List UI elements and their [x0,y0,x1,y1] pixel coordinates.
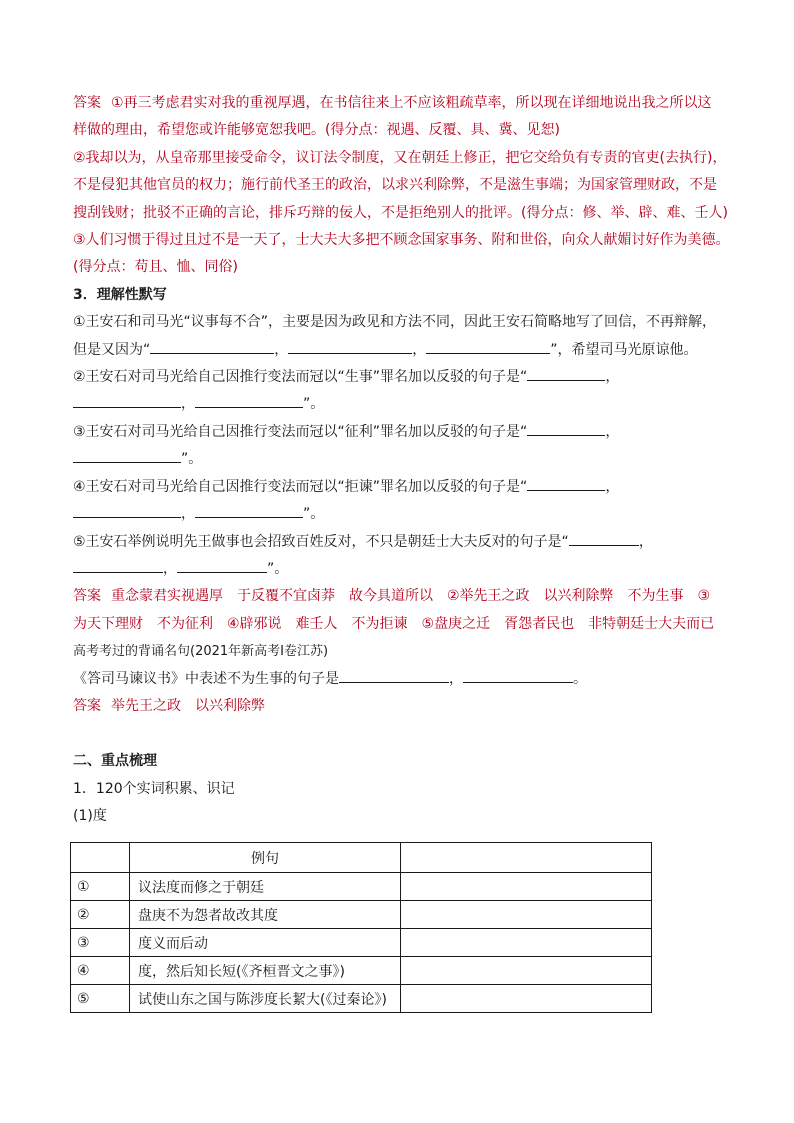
item-heading: (1)度 [73,808,107,825]
fill-blank[interactable] [177,557,267,573]
question-line [73,391,733,418]
question-text: ③王安石对司马光给自己因推行变法而冠以“征利”罪名加以反驳的句子是“ [73,423,528,440]
answer-cell[interactable] [401,957,652,985]
question-text: 但是又因为“ [73,341,151,358]
question-text: ④王安石对司马光给自己因推行变法而冠以“拒谏”罪名加以反驳的句子是“ [73,478,528,495]
question-line [73,364,733,391]
question-text: ， [274,341,289,358]
answer-text: 举先王之政 以兴利除弊 [111,697,265,714]
answer-line: 不是侵犯其他官员的权力；施行前代圣王的政治，以求兴利除弊，不是滋生事端；为国家管理财政，不是 [73,177,717,194]
question-text: ， [449,670,463,687]
question-text: 《答司马谏议书》中表述不为生事的句子是 [73,670,339,687]
table-row [71,901,652,929]
gaokao-title: 高考考过的背诵名句(2021年新高考Ⅰ卷江苏) [73,644,329,660]
question-text: ②王安石对司马光给自己因推行变法而冠以“生事”罪名加以反驳的句子是“ [73,369,528,386]
answer-cell[interactable] [401,901,652,929]
question-text: ， [181,396,195,413]
example-sentence: 盘庚不为怨者故改其度 [130,901,401,929]
answer-line: ②我却以为，从皇帝那里接受命令，议订法令制度，又在朝廷上修正，把它交给负有专责的官吏(去执行)， [73,149,727,166]
fill-blank[interactable] [195,392,303,408]
answer-line: ③人们习惯于得过且过不是一天了，士大夫大多把不顾念国家事务、附和世俗，向众人献媚讨好作为美德。 [73,232,730,249]
table-header-cell [401,843,652,873]
row-number: ① [71,873,130,901]
question-text: ”。 [303,396,325,413]
fill-blank[interactable] [527,475,605,491]
answer-text: ①再三考虑君实对我的重视厚遇，在书信往来上不应该粗疏草率，所以现在详细地说出我之所以这 [111,95,712,111]
question-text: 。 [573,670,587,687]
table-header-cell: 例句 [130,843,401,873]
row-number: ⑤ [71,985,130,1013]
section-heading: 二、重点梳理 [73,753,157,770]
answer-cell[interactable] [401,929,652,957]
question-text: ， [605,423,620,440]
table-row [71,873,652,901]
answer-line: 搜刮钱财；批驳不正确的言论，排斥巧辩的佞人，不是拒绝别人的批评。(得分点：修、举、辟、难、壬人) [73,204,728,221]
fill-blank[interactable] [73,557,163,573]
question-text: ， [181,506,195,523]
fill-blank[interactable] [463,667,573,683]
fill-blank[interactable] [195,502,303,518]
question-text: ， [163,560,177,577]
question-text: ”。 [303,506,325,523]
question-line [73,556,733,583]
example-sentence: 议法度而修之于朝廷 [130,873,401,901]
subsection-heading: 1．120个实词积累、识记 [73,780,235,797]
question-text: ”，希望司马光原谅他。 [550,341,698,358]
answer-cell[interactable] [401,985,652,1013]
fill-blank[interactable] [73,502,181,518]
row-number: ④ [71,957,130,985]
example-sentence: 度义而后动 [130,929,401,957]
question-line [73,337,733,364]
fill-blank[interactable] [73,392,181,408]
answer-line [73,90,733,117]
question-line [73,474,733,501]
answer-label: 答案 [73,95,101,111]
table-header-row [71,843,652,873]
question-line [73,666,733,693]
question-line [73,446,733,473]
answer-line: (得分点：苟且、恤、同俗) [73,259,238,276]
table-row [71,957,652,985]
row-number: ③ [71,929,130,957]
answer-text: 重念蒙君实视遇厚 于反覆不宜卤莽 故今具道所以 ②举先王之政 以兴利除弊 不为生事 ③ [111,588,711,605]
answer-line [73,693,733,720]
row-number: ② [71,901,130,929]
question-line [73,529,733,556]
question-line [73,501,733,528]
question-line [73,419,733,446]
fill-blank[interactable] [73,447,181,463]
question-text: ⑤王安石举例说明先王做事也会招致百姓反对，不只是朝廷士大夫反对的句子是“ [73,533,569,550]
table-row [71,985,652,1013]
fill-blank[interactable] [426,338,550,354]
question-line: ①王安石和司马光“议事每不合”，主要是因为政见和方法不同，因此王安石简略地写了回信，不再辩解， [73,314,717,331]
section-heading: 3．理解性默写 [73,286,167,303]
question-text: ， [605,478,620,495]
answer-line [73,583,733,610]
example-sentence: 试使山东之国与陈涉度长絜大(《过秦论》) [130,985,401,1013]
fill-blank[interactable] [150,338,274,354]
question-text: ， [605,369,620,386]
answer-line: 样做的理由，希望您或许能够宽恕我吧。(得分点：视遇、反覆、具、冀、见恕) [73,122,560,139]
example-sentence: 度，然后知长短(《齐桓晋文之事》) [130,957,401,985]
answer-label: 答案 [73,697,101,714]
fill-blank[interactable] [569,530,639,546]
fill-blank[interactable] [339,667,449,683]
vocab-table-wrapper [70,842,652,1013]
question-text: ”。 [181,451,203,468]
table-row [71,929,652,957]
fill-blank[interactable] [527,420,605,436]
fill-blank[interactable] [527,365,605,381]
answer-label: 答案 [73,588,101,605]
table-header-cell [71,843,130,873]
question-text: ， [638,533,653,550]
document-page [73,90,733,831]
answer-line: 为天下理财 不为征利 ④辟邪说 难壬人 不为拒谏 ⑤盘庚之迁 胥怨者民也 非特朝廷士大夫而已 [73,615,715,632]
vocab-table [70,842,652,1013]
question-text: ， [412,341,427,358]
question-text: ”。 [267,560,289,577]
answer-cell[interactable] [401,873,652,901]
fill-blank[interactable] [288,338,412,354]
